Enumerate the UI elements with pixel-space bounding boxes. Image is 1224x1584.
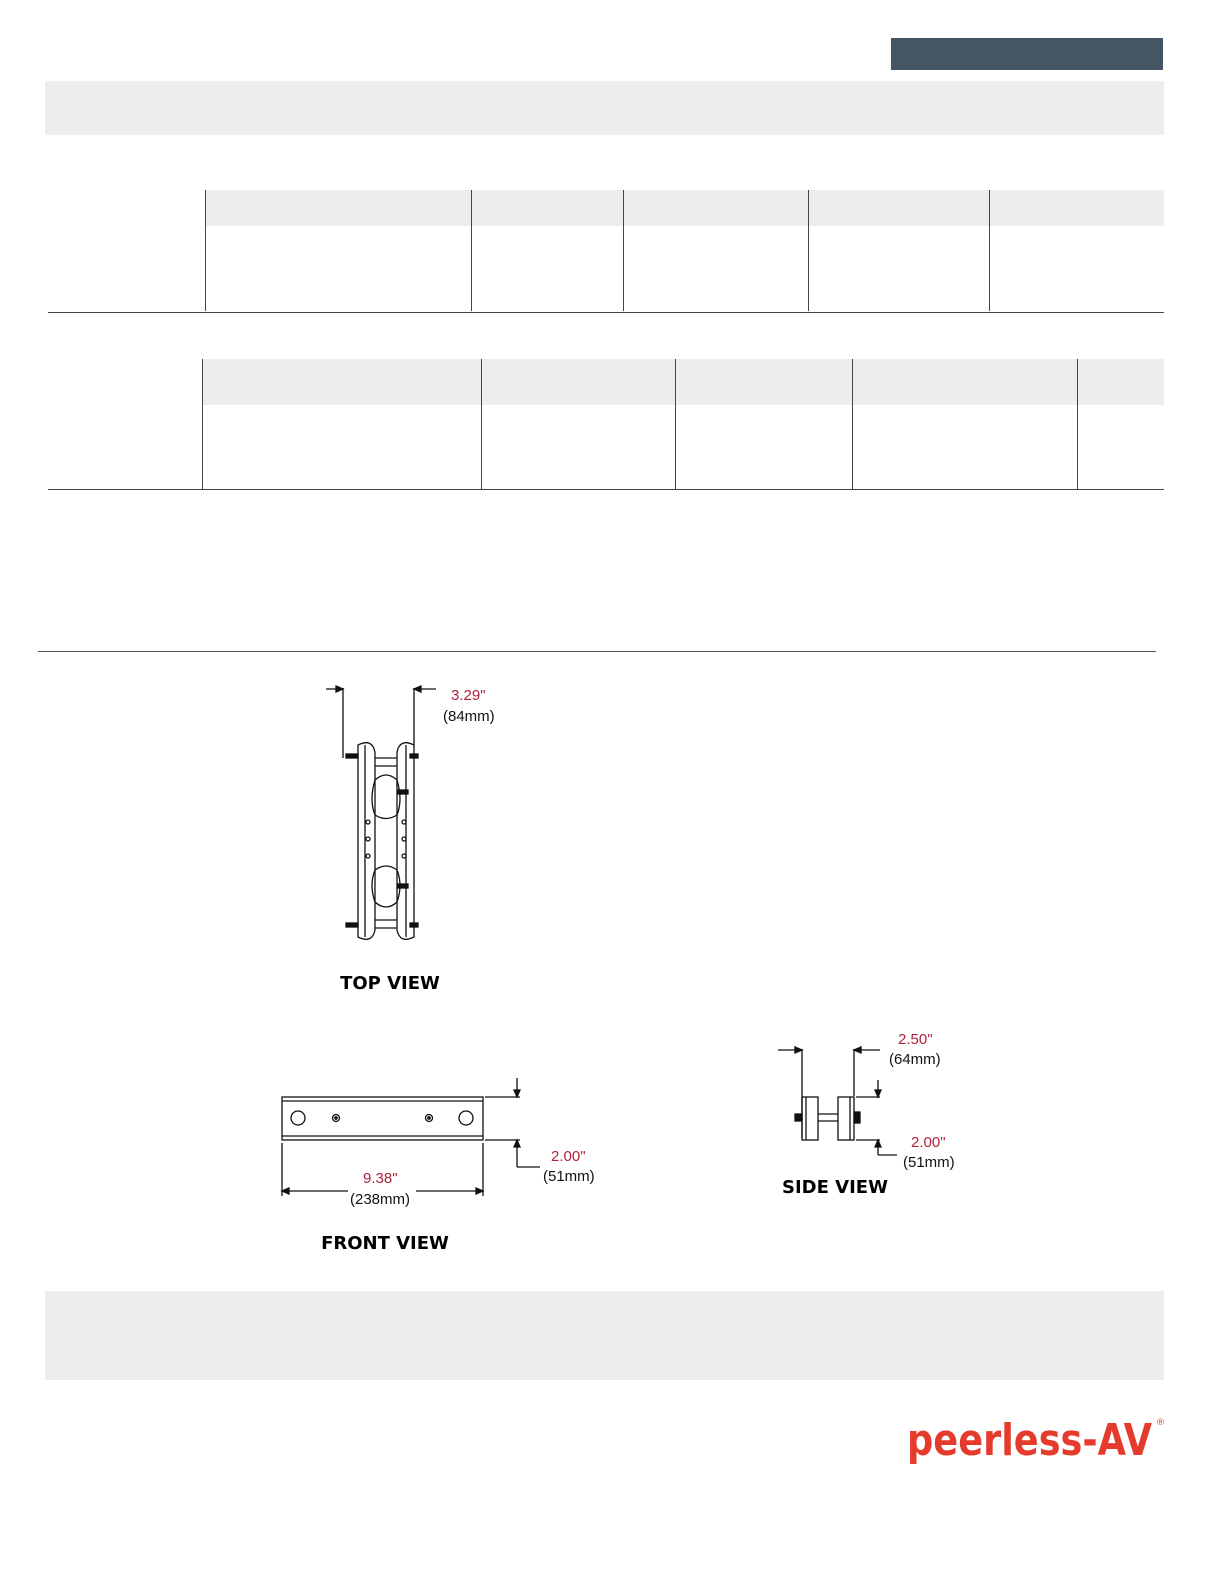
side-view-drawing — [778, 1047, 897, 1155]
table-header-row — [206, 190, 1164, 226]
side-view-depth-mm: (64mm) — [889, 1051, 941, 1068]
top-view-label: TOP VIEW — [340, 973, 440, 994]
section-divider — [38, 651, 1156, 652]
peerless-av-logo[interactable] — [900, 1405, 1170, 1477]
front-view-drawing — [282, 1078, 540, 1196]
front-view-length-mm: (238mm) — [350, 1191, 411, 1208]
title-band — [45, 81, 1164, 135]
table-header-row — [203, 359, 1164, 405]
header-tab — [891, 38, 1163, 70]
side-view-height-mm: (51mm) — [903, 1154, 955, 1171]
front-view-label: FRONT VIEW — [321, 1233, 449, 1254]
front-view-height-in: 2.00" — [551, 1148, 586, 1165]
top-view-width-mm: (84mm) — [443, 708, 495, 725]
side-view-depth-in: 2.50" — [898, 1031, 933, 1048]
spec-table-2 — [48, 359, 1164, 490]
side-view-label: SIDE VIEW — [782, 1177, 888, 1198]
top-view-width-in: 3.29" — [451, 687, 486, 704]
front-view-height-mm: (51mm) — [543, 1168, 595, 1185]
top-view-drawing — [326, 686, 436, 939]
technical-drawing — [0, 660, 1224, 1280]
front-view-length-in: 9.38" — [363, 1170, 398, 1187]
spec-table-1 — [48, 190, 1164, 313]
registered-mark: ® — [1156, 1418, 1165, 1428]
logo-text: peerless-AV — [907, 1415, 1152, 1466]
side-view-height-in: 2.00" — [911, 1134, 946, 1151]
footer-band — [45, 1291, 1164, 1380]
